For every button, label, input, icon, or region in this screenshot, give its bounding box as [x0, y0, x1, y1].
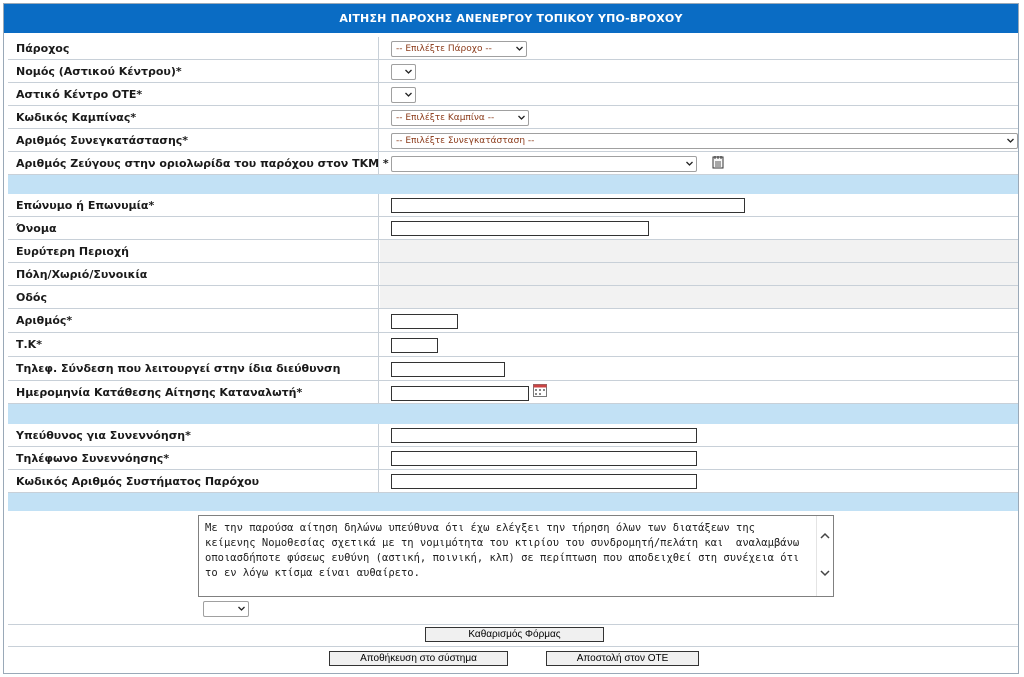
colocation-label: Αριθμός Συνεγκατάστασης*: [8, 129, 379, 151]
cabinet-select-value: -- Επιλέξτε Καμπίνα --: [396, 113, 495, 123]
postal-label: Τ.Κ*: [8, 333, 379, 356]
colocation-select[interactable]: [391, 133, 1018, 149]
provider-ref-cell: [380, 470, 1018, 492]
provider-ref-input[interactable]: [391, 474, 697, 489]
provider-select-value: -- Επιλέξτε Πάροχο --: [396, 44, 492, 54]
consent-scrollbar[interactable]: [816, 516, 833, 596]
clear-form-button[interactable]: Καθαρισμός Φόρμας: [425, 627, 604, 642]
provider-ref-label: Κωδικός Αριθμός Συστήματος Παρόχου: [8, 470, 379, 492]
cabinet-select[interactable]: [391, 110, 529, 126]
submission-date-label: Ημερομηνία Κατάθεσης Αίτησης Καταναλωτή*: [8, 381, 379, 403]
street-cell: [380, 286, 1018, 308]
send-to-ote-button[interactable]: Αποστολή στον ΟΤΕ: [546, 651, 699, 666]
chevron-down-icon: [405, 68, 412, 75]
first-name-label: Όνομα: [8, 217, 379, 239]
submission-date-input[interactable]: [391, 386, 529, 401]
city-cell: [380, 263, 1018, 285]
phone-same-address-input[interactable]: [391, 362, 505, 377]
save-button[interactable]: Αποθήκευση στο σύστημα: [329, 651, 508, 666]
city-label: Πόλη/Χωριό/Συνοικία: [8, 263, 379, 285]
phone-same-address-cell: [380, 357, 1018, 380]
row-prefecture: [8, 60, 1018, 83]
contact-person-cell: [380, 424, 1018, 446]
calendar-icon[interactable]: [533, 384, 547, 397]
urban-center-select[interactable]: [391, 87, 416, 103]
contact-phone-label: Τηλέφωνο Συνεννόησης*: [8, 447, 379, 469]
provider-label: Πάροχος: [8, 37, 379, 59]
postal-input[interactable]: [391, 338, 438, 353]
row-city: [8, 263, 1018, 286]
chevron-down-icon: [516, 45, 523, 52]
scroll-down-icon[interactable]: [820, 569, 830, 577]
first-name-input[interactable]: [391, 221, 649, 236]
submission-date-cell: [380, 381, 1018, 403]
row-surname: [8, 194, 1018, 217]
row-number: [8, 309, 1018, 333]
urban-center-cell: [380, 83, 1018, 105]
chevron-down-icon: [238, 605, 245, 612]
consent-textarea[interactable]: [198, 515, 834, 597]
row-contact-phone: [8, 447, 1018, 470]
pair-select[interactable]: [391, 156, 697, 172]
page-title: ΑΙΤΗΣΗ ΠΑΡΟΧΗΣ ΑΝΕΝΕΡΓΟΥ ΤΟΠΙΚΟΥ ΥΠΟ-ΒΡΟΧΟΥ: [4, 4, 1018, 33]
number-label: Αριθμός*: [8, 309, 379, 332]
chevron-down-icon: [405, 91, 412, 98]
consent-select[interactable]: [203, 601, 249, 617]
surname-cell: [380, 194, 1018, 216]
scroll-up-icon[interactable]: [820, 532, 830, 540]
cabinet-label: Κωδικός Καμπίνας*: [8, 106, 379, 128]
row-contact-person: [8, 424, 1018, 447]
row-submission-date: [8, 381, 1018, 404]
postal-cell: [380, 333, 1018, 356]
consent-text: Με την παρούσα αίτηση δηλώνω υπεύθυνα ότι έχω ελέγξει την τήρηση όλων των διατάξεων της κείμενης Νομοθεσίας σχετικά με τη νομιμότητα του κτιρίου του συνδρομητή/πελάτη και αναλαμβάνω οποιασδήποτε φύσεως ευθύνη (αστική, ποινική, κλπ) σε περίπτωση που αποδειχθεί στη συνέχεια ότι το εν λόγω κτίσμα είναι αυθαίρετο.: [205, 522, 806, 579]
row-region: [8, 240, 1018, 263]
row-phone-same-address: [8, 357, 1018, 381]
pair-cell: [380, 152, 1018, 174]
contact-person-input[interactable]: [391, 428, 697, 443]
prefecture-label: Νομός (Αστικού Κέντρου)*: [8, 60, 379, 82]
number-cell: [380, 309, 1018, 332]
contact-person-label: Υπεύθυνος για Συνεννόηση*: [8, 424, 379, 446]
contact-phone-cell: [380, 447, 1018, 469]
notepad-icon[interactable]: [712, 155, 724, 169]
prefecture-select[interactable]: [391, 64, 416, 80]
row-urban-center: [8, 83, 1018, 106]
row-street: [8, 286, 1018, 309]
row-pair: [8, 152, 1018, 175]
street-label: Οδός: [8, 286, 379, 308]
chevron-down-icon: [518, 114, 525, 121]
row-provider-ref: [8, 470, 1018, 493]
phone-same-address-label: Τηλεφ. Σύνδεση που λειτουργεί στην ίδια διεύθυνση: [8, 357, 379, 380]
provider-select[interactable]: [391, 41, 527, 57]
pair-label: Αριθμός Ζεύγους στην οριολωρίδα του παρόχου στον ΤΚΜ *: [8, 152, 379, 174]
chevron-down-icon: [1007, 137, 1014, 144]
divider: [8, 646, 1018, 647]
first-name-cell: [380, 217, 1018, 239]
surname-label: Επώνυμο ή Επωνυμία*: [8, 194, 379, 216]
contact-phone-input[interactable]: [391, 451, 697, 466]
colocation-select-value: -- Επιλέξτε Συνεγκατάσταση --: [396, 136, 535, 146]
region-cell: [380, 240, 1018, 262]
region-label: Ευρύτερη Περιοχή: [8, 240, 379, 262]
colocation-cell: [380, 129, 1018, 151]
section-separator: [8, 493, 1018, 511]
urban-center-label: Αστικό Κέντρο ΟΤΕ*: [8, 83, 379, 105]
row-postal: [8, 333, 1018, 357]
surname-input[interactable]: [391, 198, 745, 213]
chevron-down-icon: [686, 160, 693, 167]
cabinet-cell: [380, 106, 1018, 128]
divider: [8, 624, 1018, 625]
prefecture-cell: [380, 60, 1018, 82]
row-colocation: [8, 129, 1018, 152]
row-cabinet: [8, 106, 1018, 129]
number-input[interactable]: [391, 314, 458, 329]
provider-cell: [380, 37, 1018, 59]
row-provider: [8, 37, 1018, 60]
form-frame: [3, 3, 1019, 674]
row-first-name: [8, 217, 1018, 240]
section-separator: [8, 175, 1018, 194]
section-separator: [8, 404, 1018, 424]
